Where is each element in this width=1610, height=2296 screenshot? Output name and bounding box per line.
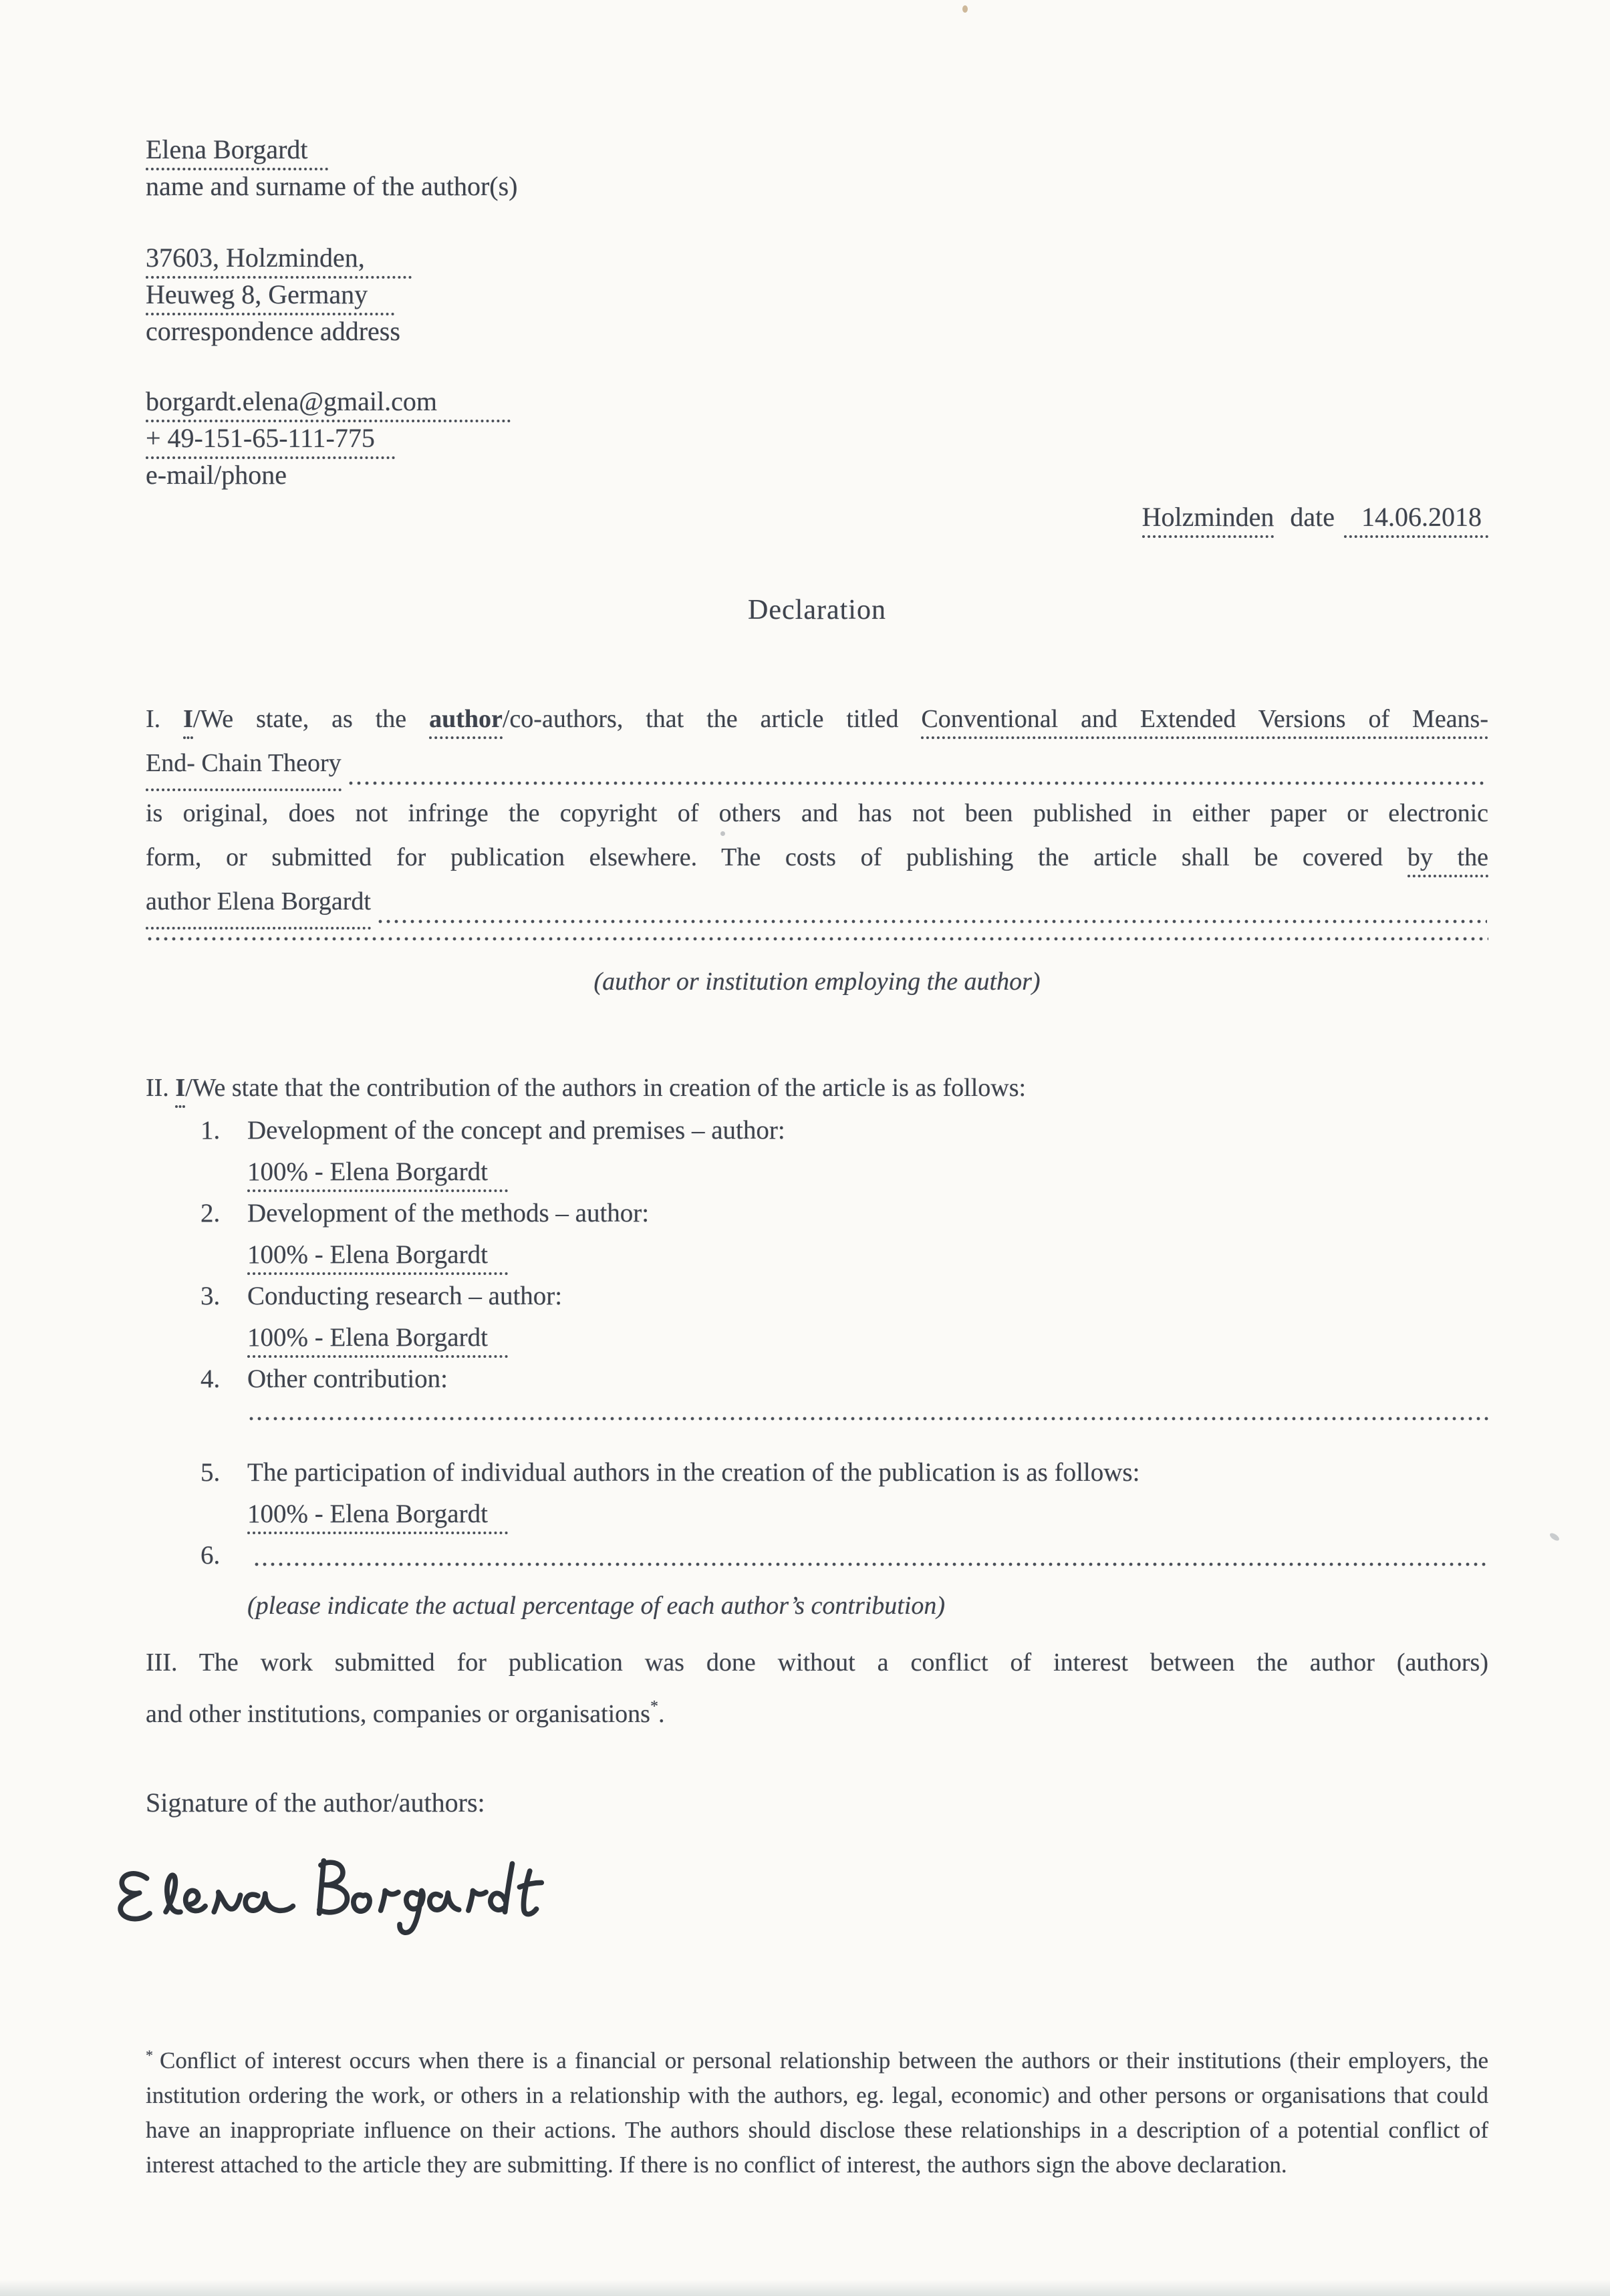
document-title: Declaration: [748, 595, 886, 625]
section1-line4: [146, 835, 1488, 879]
item-text: Other contribution:: [247, 1365, 448, 1393]
address-line1-value: 37603, Holzminden,: [146, 243, 412, 279]
author-word-underlined: author: [429, 705, 503, 739]
item-number: 5.: [200, 1458, 221, 1487]
signature-stroke-borgardt: [319, 1861, 542, 1933]
item-number: 2.: [200, 1199, 221, 1228]
item-number: 4.: [200, 1365, 221, 1393]
scan-edge-shadow: [0, 2280, 1610, 2296]
item-number: 6.: [200, 1541, 221, 1570]
item-value: 100% - Elena Borgardt: [247, 1323, 508, 1358]
percentage-note: (please indicate the actual percentage of each author’s contribution): [247, 1592, 946, 1620]
list-item: [146, 1110, 1488, 1193]
item-text: Conducting research – author:: [247, 1282, 563, 1310]
section1-text: /co-authors, that the article titled: [502, 705, 922, 733]
item-text: The participation of individual authors in the creation of the publication is as follows:: [247, 1458, 1140, 1487]
footnote-reference-asterisk: *: [650, 1698, 658, 1715]
section3-line1: III. The work submitted for publication was done without a conflict of interest between the author (authors): [146, 1648, 1488, 1677]
date-value: 14.06.2018: [1344, 502, 1488, 538]
section1-caption: (author or institution employing the author): [593, 968, 1041, 996]
dotted-leader: [253, 1560, 1487, 1568]
address-label: correspondence address: [146, 316, 400, 346]
pronoun-i-underlined: I: [175, 1074, 185, 1108]
list-item: [146, 1276, 1488, 1358]
costs-covered-by-value: author Elena Borgardt: [146, 879, 371, 929]
list-item: [146, 1535, 1488, 1576]
section1-line5: [146, 879, 1488, 929]
section1-line1: [146, 697, 1488, 741]
section1-text: /We state, as the: [192, 705, 430, 733]
section-1: [146, 697, 1488, 1000]
list-item: [146, 1452, 1488, 1535]
footnote-asterisk: *: [146, 2047, 153, 2063]
by-the-underlined: by the: [1407, 843, 1488, 877]
dotted-leader: [376, 917, 1487, 925]
contact-label: e-mail/phone: [146, 460, 287, 490]
section-3: [146, 1640, 1488, 1736]
address-line2-value: Heuweg 8, Germany: [146, 279, 394, 315]
conflict-of-interest-footnote: [146, 2038, 1488, 2182]
section1-line3: is original, does not infringe the copyright of others and has not been published in either paper or electronic: [146, 799, 1488, 827]
address-block: [146, 239, 1488, 349]
list-item: [146, 1358, 1488, 1452]
place-date-line: [146, 498, 1488, 535]
dotted-leader: [347, 779, 1487, 787]
list-item: [146, 1193, 1488, 1276]
article-title-part2: End- Chain Theory: [146, 741, 342, 791]
section1-line2: [146, 741, 1488, 791]
section1-text: form, or submitted for publication elsewhere. The costs of publishing the article shall be covered: [146, 843, 1407, 871]
signature-label: Signature of the author/authors:: [146, 1787, 485, 1818]
footnote-text: Conflict of interest occurs when there is a financial or personal relationship between the authors or their institutions (their employers, the institution ordering the work, or others in a relationship with the authors, eg. legal, economic) and other persons or organisations that could have an inappropriate influence on their actions. The authors should disclose these relationships in a description of a potential conflict of interest attached to the article they are submitting. If there is no conflict of interest, the authors sign the above declaration.: [146, 2047, 1488, 2178]
scan-speck: [1549, 1532, 1561, 1542]
email-value: borgardt.elena@gmail.com: [146, 386, 511, 422]
phone-value: + 49-151-65-111-775: [146, 423, 395, 459]
section3-text: and other institutions, companies or organisations: [146, 1700, 650, 1728]
signature-stroke-elena: [120, 1874, 293, 1919]
place-value: Holzminden: [1142, 502, 1274, 538]
item-value: 100% - Elena Borgardt: [247, 1499, 508, 1534]
date-word: date: [1290, 502, 1335, 532]
contribution-list: [146, 1110, 1488, 1624]
item-value: 100% - Elena Borgardt: [247, 1240, 508, 1275]
item-text: Development of the methods – author:: [247, 1199, 650, 1228]
section2-heading-text: /We state that the contribution of the authors in creation of the article is as follows:: [185, 1074, 1027, 1102]
section2-numeral: II.: [146, 1074, 176, 1102]
pronoun-i-underlined: I: [183, 705, 193, 739]
author-name-label: name and surname of the author(s): [146, 171, 518, 201]
section3-line2: [146, 1685, 1488, 1736]
signature-handwriting: [103, 1840, 571, 1965]
item-number: 1.: [200, 1116, 221, 1145]
dotted-fill-line: [247, 1415, 1488, 1423]
author-block: [146, 131, 1488, 204]
item-text: Development of the concept and premises – author:: [247, 1116, 785, 1145]
section3-period: .: [658, 1700, 665, 1728]
item-value: 100% - Elena Borgardt: [247, 1157, 508, 1192]
item-number: 3.: [200, 1282, 221, 1310]
contact-block: [146, 383, 1488, 493]
section-2-heading: [146, 1066, 1488, 1110]
article-title-part1: Conventional and Extended Versions of Means-: [921, 705, 1488, 739]
author-name-value: Elena Borgardt: [146, 134, 328, 170]
section1-numeral: I.: [146, 705, 184, 733]
dotted-fill-line: [146, 935, 1488, 943]
